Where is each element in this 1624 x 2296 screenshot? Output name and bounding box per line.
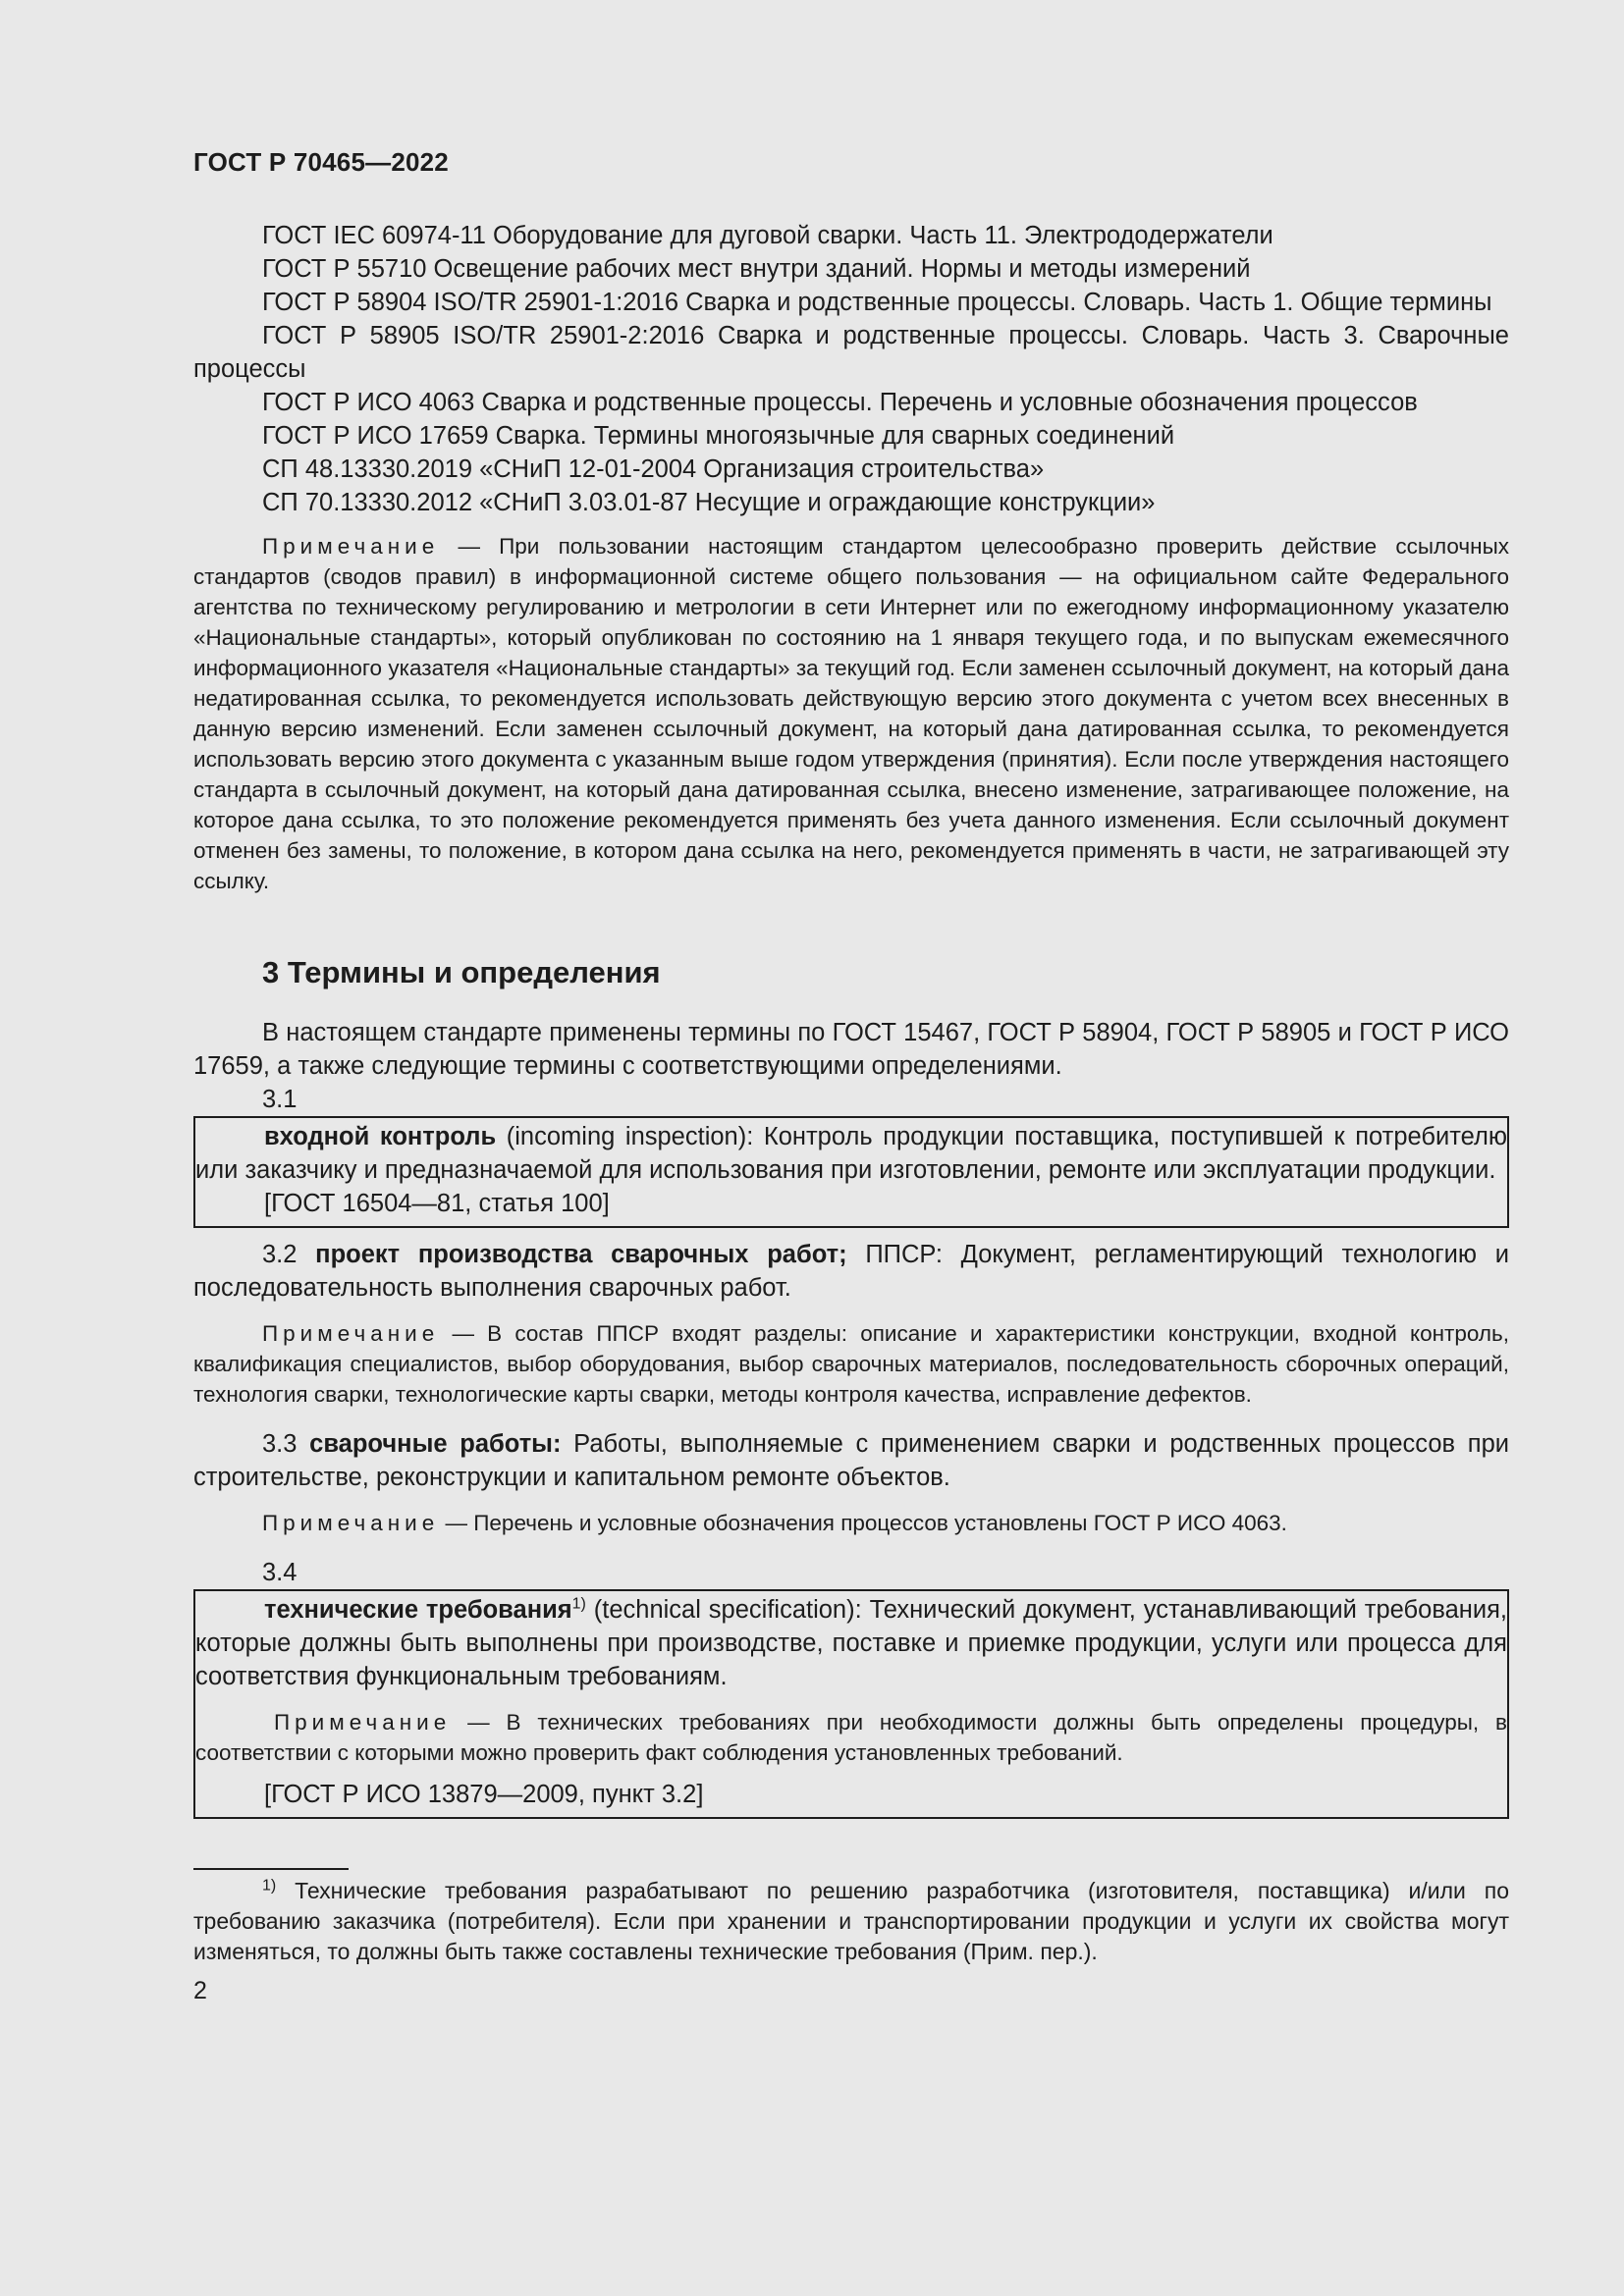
reference-item: ГОСТ Р 55710 Освещение рабочих мест внутри зданий. Нормы и методы измерений xyxy=(262,255,1251,283)
footnote-divider xyxy=(193,1868,349,1870)
term-source: [ГОСТ Р ИСО 13879—2009, пункт 3.2] xyxy=(264,1781,704,1808)
reference-item: ГОСТ Р ИСО 17659 Сварка. Термины многоязычные для сварных соединений xyxy=(262,422,1175,450)
references-list xyxy=(193,219,1509,519)
term-definition-3-2 xyxy=(193,1238,1509,1305)
note-label: Примечание xyxy=(262,1511,440,1535)
section-intro: В настоящем стандарте применены термины по ГОСТ 15467, ГОСТ Р 58904, ГОСТ Р 58905 и ГОСТ Р ИСО 17659, а также следующие термины с соответствующими определениями. xyxy=(193,1019,1509,1080)
term-definition-3-3 xyxy=(193,1427,1509,1494)
footnote-mark: 1) xyxy=(262,1877,277,1895)
term-box-3-4 xyxy=(193,1589,1509,1819)
term-text: ППСР: Документ, регламентирующий технологию и последовательность выполнения сварочных работ. xyxy=(193,1241,1509,1302)
reference-item: ГОСТ Р ИСО 4063 Сварка и родственные процессы. Перечень и условные обозначения процессов xyxy=(262,389,1418,416)
document-page xyxy=(193,147,1509,2005)
term-name: входной контроль xyxy=(264,1123,497,1150)
term-box-3-1 xyxy=(193,1116,1509,1228)
reference-item: ГОСТ Р 58904 ISO/TR 25901-1:2016 Сварка и родственные процессы. Словарь. Часть 1. Общие термины xyxy=(262,289,1492,316)
term-definition xyxy=(195,1120,1507,1187)
term-note-3-4 xyxy=(195,1707,1507,1768)
page-number: 2 xyxy=(193,1977,207,2004)
note-label: Примечание xyxy=(262,1321,440,1346)
note-label: Примечание xyxy=(274,1710,452,1735)
term-definition xyxy=(195,1593,1507,1693)
term-name: технические требования xyxy=(264,1596,572,1624)
term-number: 3.4 xyxy=(262,1559,298,1586)
footnote-ref: 1) xyxy=(571,1595,586,1613)
term-note-3-3 xyxy=(193,1508,1509,1538)
document-header: ГОСТ Р 70465—2022 xyxy=(193,147,449,177)
footnote-text: Технические требования разрабатывают по решению разработчика (изготовителя, поставщика) и/или по требованию заказчика (потребителя). Если при хранении и транспортировании продукции и услуги их свойства могут изменяться, то должны быть также составлены технические требования (Прим. пер.). xyxy=(193,1878,1509,1964)
term-name: проект производства сварочных работ; xyxy=(315,1241,847,1268)
term-text: Работы, выполняемые с применением сварки и родственных процессов при строительстве, реконструкции и капитальном ремонте объектов. xyxy=(193,1430,1509,1491)
references-note xyxy=(193,531,1509,896)
term-text: (technical specification): Технический документ, устанавливающий требования, которые должны быть выполнены при производстве, поставке и приемке продукции, услуги или процесса для соответствия функциональным требованиям. xyxy=(195,1596,1507,1690)
term-number: 3.3 xyxy=(262,1430,298,1458)
reference-item: СП 48.13330.2019 «СНиП 12-01-2004 Организация строительства» xyxy=(262,455,1045,483)
term-text: (incoming inspection): Контроль продукции поставщика, поступившей к потребителю или заказчику и предназначаемой для использования при изготовлении, ремонте или эксплуатации продукции. xyxy=(195,1123,1507,1184)
note-text: — В технических требованиях при необходимости должны быть определены процедуры, в соответствии с которыми можно проверить факт соблюдения установленных требований. xyxy=(195,1710,1507,1765)
note-text: — В состав ППСР входят разделы: описание и характеристики конструкции, входной контроль, квалификация специалистов, выбор оборудования, выбор сварочных материалов, последовательность сборочных операций, технология сварки, технологические карты сварки, методы контроля качества, исправление дефектов. xyxy=(193,1321,1509,1407)
reference-item: СП 70.13330.2012 «СНиП 3.03.01-87 Несущие и ограждающие конструкции» xyxy=(262,489,1156,516)
footnote xyxy=(193,1876,1509,1967)
note-text: — Перечень и условные обозначения процессов установлены ГОСТ Р ИСО 4063. xyxy=(445,1511,1287,1535)
term-number: 3.2 xyxy=(262,1241,298,1268)
section-heading: 3 Термины и определения xyxy=(262,955,661,989)
term-note-3-2 xyxy=(193,1318,1509,1410)
term-source: [ГОСТ 16504—81, статья 100] xyxy=(264,1190,610,1217)
term-number: 3.1 xyxy=(262,1086,298,1113)
reference-item: ГОСТ Р 58905 ISO/TR 25901-2:2016 Сварка и родственные процессы. Словарь. Часть 3. Сварочные процессы xyxy=(193,322,1509,383)
term-name: сварочные работы: xyxy=(309,1430,562,1458)
note-text: — При пользовании настоящим стандартом целесообразно проверить действие ссылочных стандартов (сводов правил) в информационной системе общего пользования — на официальном сайте Федерального агентства по техническому регулированию и метрологии в сети Интернет или по ежегодному информационному указателю «Национальные стандарты», который опубликован по состоянию на 1 января текущего года, и по выпускам ежемесячного информационного указателя «Национальные стандарты» за текущий год. Если заменен ссылочный документ, на который дана недатированная ссылка, то рекомендуется использовать действующую версию этого документа с учетом всех внесенных в данную версию изменений. Если заменен ссылочный документ, на который дана датированная ссылка, то рекомендуется использовать версию этого документа с указанным выше годом утверждения (принятия). Если после утверждения настоящего стандарта в ссылочный документ, на который дана датированная ссылка, внесено изменение, затрагивающее положение, на которое дана ссылка, то это положение рекомендуется применять без учета данного изменения. Если ссылочный документ отменен без замены, то положение, в котором дана ссылка на него, рекомендуется применять в части, не затрагивающей эту ссылку. xyxy=(193,534,1509,893)
reference-item: ГОСТ IEC 60974-11 Оборудование для дуговой сварки. Часть 11. Электрододержатели xyxy=(262,222,1273,249)
note-label: Примечание xyxy=(262,534,440,559)
